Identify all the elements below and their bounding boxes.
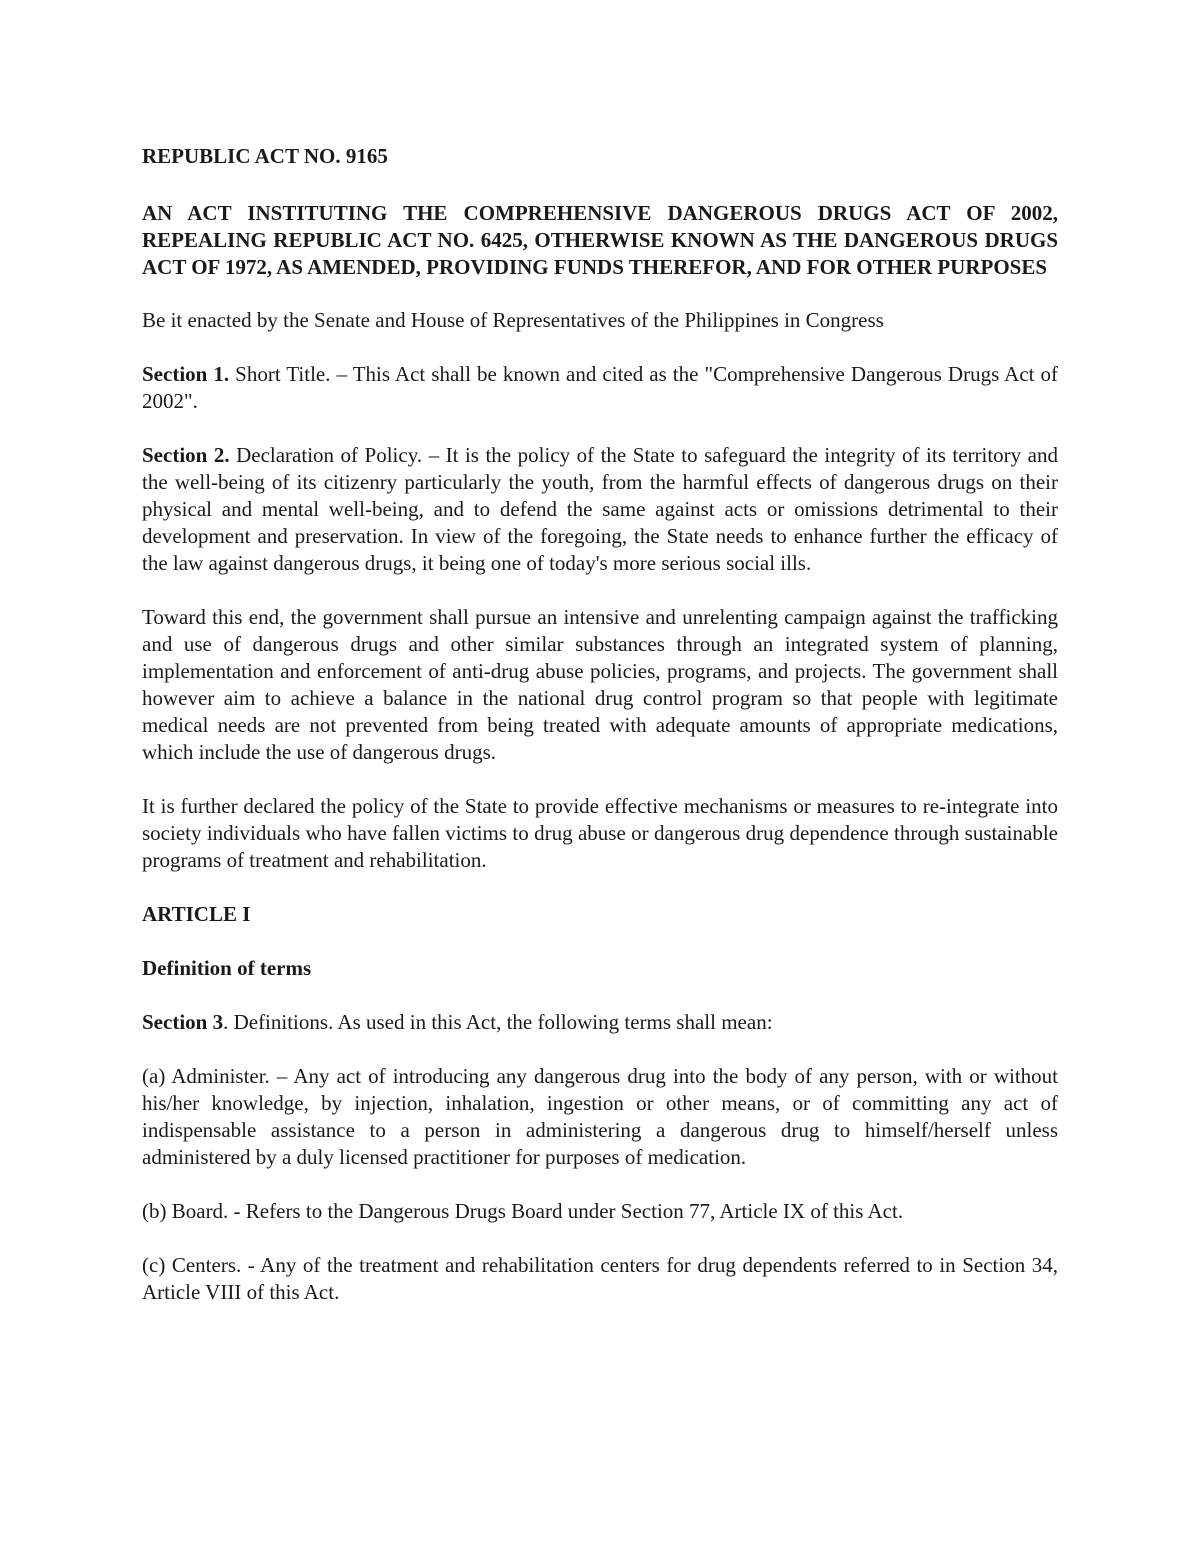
section-1 bbox=[142, 361, 1058, 415]
paragraph-toward-this-end: Toward this end, the government shall pursue an intensive and unrelenting campaign against the trafficking and use of dangerous drugs and other similar substances through an integrated system of planning, implementation and enforcement of anti-drug abuse policies, programs, and projects. The government shall however aim to achieve a balance in the national drug control program so that people with legitimate medical needs are not prevented from being treated with adequate amounts of appropriate medications, which include the use of dangerous drugs. bbox=[142, 605, 1058, 764]
section-1-label: Section 1. bbox=[142, 362, 230, 386]
paragraph-further-declared: It is further declared the policy of the State to provide effective mechanisms or measures to re-integrate into society individuals who have fallen victims to drug abuse or dangerous drug dependence through sustainable programs of treatment and rehabilitation. bbox=[142, 794, 1058, 872]
act-number: REPUBLIC ACT NO. 9165 bbox=[142, 144, 388, 168]
section-3-text: . Definitions. As used in this Act, the following terms shall mean: bbox=[223, 1010, 773, 1034]
section-2-text: Declaration of Policy. – It is the policy of the State to safeguard the integrity of its territory and the well-being of its citizenry particularly the youth, from the harmful effects of dangerous drugs on their physical and mental well-being, and to defend the same against acts or omissions detrimental to their development and preservation. In view of the foregoing, the State needs to enhance further the efficacy of the law against dangerous drugs, it being one of today's more serious social ills. bbox=[142, 443, 1059, 575]
section-3 bbox=[142, 1009, 1058, 1036]
section-2-label: Section 2. bbox=[142, 443, 230, 467]
definition-a: (a) Administer. – Any act of introducing any dangerous drug into the body of any person, with or without his/her knowledge, by injection, inhalation, ingestion or other means, or of committing any act of indispensable assistance to a person in administering a dangerous drug to himself/herself unless administered by a duly licensed practitioner for purposes of medication. bbox=[142, 1064, 1058, 1169]
section-3-label: Section 3 bbox=[142, 1010, 224, 1034]
section-2 bbox=[142, 442, 1058, 577]
definition-c: (c) Centers. - Any of the treatment and rehabilitation centers for drug dependents referred to in Section 34, Article VIII of this Act. bbox=[142, 1253, 1058, 1304]
definition-b: (b) Board. - Refers to the Dangerous Drugs Board under Section 77, Article IX of this Act. bbox=[142, 1199, 904, 1223]
section-1-text: Short Title. – This Act shall be known and cited as the "Comprehensive Dangerous Drugs Act of 2002". bbox=[142, 362, 1059, 413]
act-title: AN ACT INSTITUTING THE COMPREHENSIVE DANGEROUS DRUGS ACT OF 2002, REPEALING REPUBLIC ACT NO. 6425, OTHERWISE KNOWN AS THE DANGEROUS DRUGS ACT OF 1972, AS AMENDED, PROVIDING FUNDS THEREFOR, AND FOR OTHER PURPOSES bbox=[142, 201, 1058, 279]
document-page bbox=[142, 143, 1058, 1333]
article-subheading: Definition of terms bbox=[142, 956, 312, 980]
enacting-clause: Be it enacted by the Senate and House of Representatives of the Philippines in Congress bbox=[142, 308, 884, 332]
article-heading: ARTICLE I bbox=[142, 902, 251, 926]
